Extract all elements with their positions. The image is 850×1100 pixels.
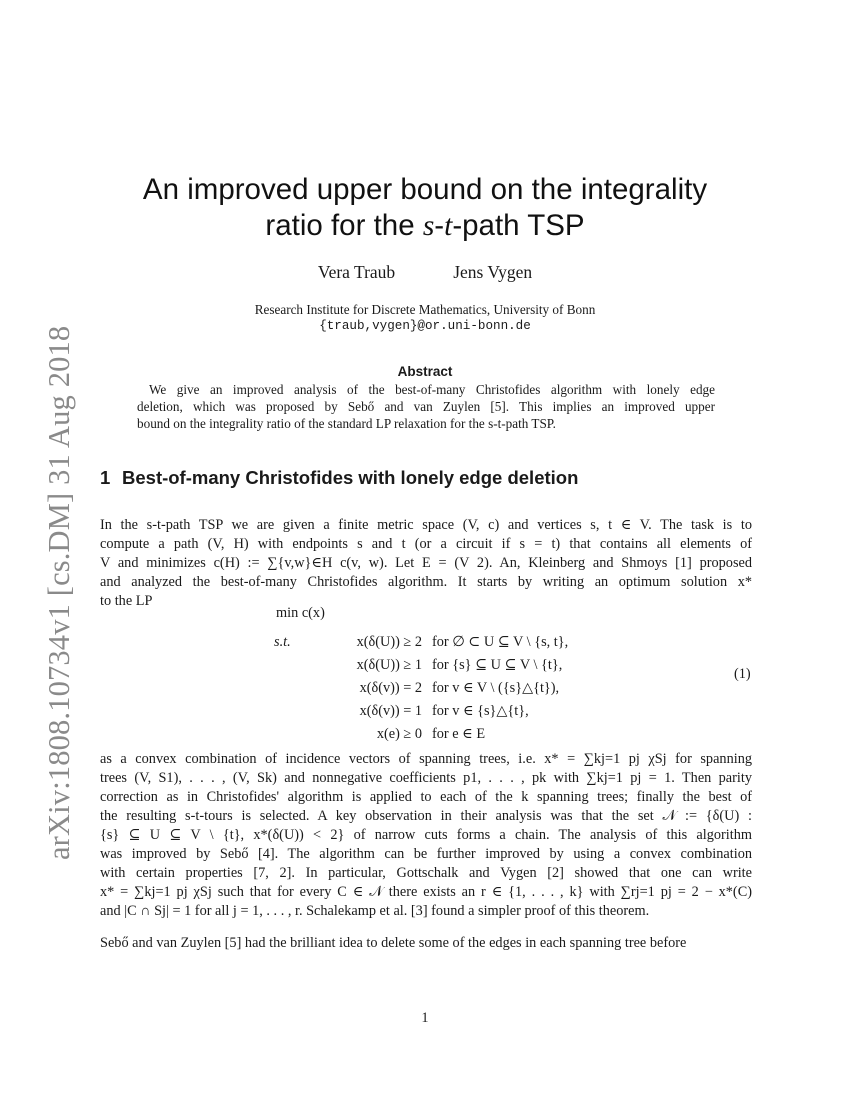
lp-st-label: s.t. (274, 634, 291, 650)
title-math-t: t (444, 210, 453, 242)
paragraph-3 (100, 934, 752, 953)
section-heading (100, 467, 578, 489)
title-text-end: -path TSP (452, 209, 585, 242)
paragraph-2 (100, 750, 752, 921)
lp-constraint-condition: for v ∈ {s}△{t}, (432, 703, 529, 719)
text-line: was improved by Sebő [4]. The algorithm can be further improved by using a convex combination (100, 846, 752, 862)
abstract-line: deletion, which was proposed by Sebő and van Zuylen [5]. This implies an improved upper (137, 399, 715, 414)
lp-constraint-condition: for v ∈ V \ ({s}△{t}), (432, 680, 560, 696)
title-math-s: s (422, 210, 435, 242)
text-line: compute a path (V, H) with endpoints s and t (or a circuit if s = t) that contains all elements of (100, 536, 752, 552)
page-number: 1 (421, 1010, 429, 1026)
text-line: the resulting s-t-tours is selected. A key observation in their analysis was that the set 𝒩 := {δ(U) : (100, 808, 752, 824)
lp-objective: min c(x) (276, 605, 325, 621)
lp-formulation (100, 605, 752, 745)
text-line: V and minimizes c(H) := ∑{v,w}∈H c(v, w). Let E = (V 2). An, Kleinberg and Shmoys [1] proposed (100, 555, 752, 571)
lp-constraint-lhs: x(δ(U)) ≥ 1 (356, 657, 422, 673)
lp-constraint-lhs: x(δ(v)) = 2 (359, 680, 422, 696)
text-line: and |C ∩ Sj| = 1 for all j = 1, . . . , r. Schalekamp et al. [3] found a simpler proof of this theorem. (100, 903, 650, 919)
text-line: correction as in Christofides' algorithm is applied to each of the k spanning trees; finally the best of (100, 789, 752, 805)
lp-constraint-condition: for e ∈ E (432, 726, 486, 742)
abstract-body (137, 381, 715, 432)
abstract-heading: Abstract (397, 364, 453, 379)
lp-constraint-condition: for ∅ ⊂ U ⊆ V \ {s, t}, (432, 634, 569, 650)
section-title: Best-of-many Christofides with lonely edge deletion (122, 467, 579, 488)
equation-number: (1) (734, 666, 751, 682)
text-line: {s} ⊆ U ⊆ V \ {t}, x*(δ(U)) < 2} of narrow cuts forms a chain. The analysis of this algorithm (100, 827, 752, 843)
arxiv-identifier-stamp: arXiv:1808.10734v1 [cs.DM] 31 Aug 2018 (42, 325, 76, 860)
author-name: Jens Vygen (453, 262, 533, 282)
affiliation: Research Institute for Discrete Mathematics, University of Bonn (254, 302, 596, 317)
author-emails: {traub,vygen}@or.uni-bonn.de (319, 319, 531, 333)
text-line: x* = ∑kj=1 pj χSj such that for every C ∈ 𝒩 there exists an r ∈ {1, . . . , k} with ∑rj=1 pj = 2 − x*(C) (100, 884, 752, 900)
section-number: 1 (100, 467, 111, 488)
text-line: and analyzed the best-of-many Christofides algorithm. It starts by writing an optimum solution x* (100, 574, 752, 590)
abstract-line: bound on the integrality ratio of the standard LP relaxation for the s-t-path TSP. (137, 416, 556, 431)
author-name: Vera Traub (317, 262, 396, 282)
text-line: to the LP (100, 593, 153, 609)
text-line: In the s-t-path TSP we are given a finite metric space (V, c) and vertices s, t ∈ V. The task is to (100, 517, 752, 533)
paper-title (60, 172, 790, 244)
lp-constraint-lhs: x(e) ≥ 0 (376, 726, 422, 742)
lp-constraint-lhs: x(δ(v)) = 1 (359, 703, 422, 719)
author-list (0, 262, 850, 283)
lp-constraint-condition: for {s} ⊆ U ⊆ V \ {t}, (432, 657, 563, 673)
lp-constraint-lhs: x(δ(U)) ≥ 2 (356, 634, 422, 650)
title-line-1: An improved upper bound on the integrality (142, 173, 708, 206)
title-line-2 (60, 208, 790, 244)
abstract-line: We give an improved analysis of the best-of-many Christofides algorithm with lonely edge (149, 382, 715, 397)
text-line: with certain properties [7, 2]. In particular, Gottschalk and Vygen [2] showed that one can write (100, 865, 752, 881)
title-text: ratio for the (265, 209, 423, 242)
text-line: as a convex combination of incidence vectors of spanning trees, i.e. x* = ∑kj=1 pj χSj for spanning (100, 751, 752, 767)
text-line: trees (V, S1), . . . , (V, Sk) and nonnegative coefficients p1, . . . , pk with ∑kj=1 pj = 1. Then parity (100, 770, 752, 786)
paragraph-1 (100, 516, 752, 611)
text-line: Sebő and van Zuylen [5] had the brilliant idea to delete some of the edges in each spanning tree before (100, 935, 687, 951)
title-hyphen: - (434, 209, 445, 242)
